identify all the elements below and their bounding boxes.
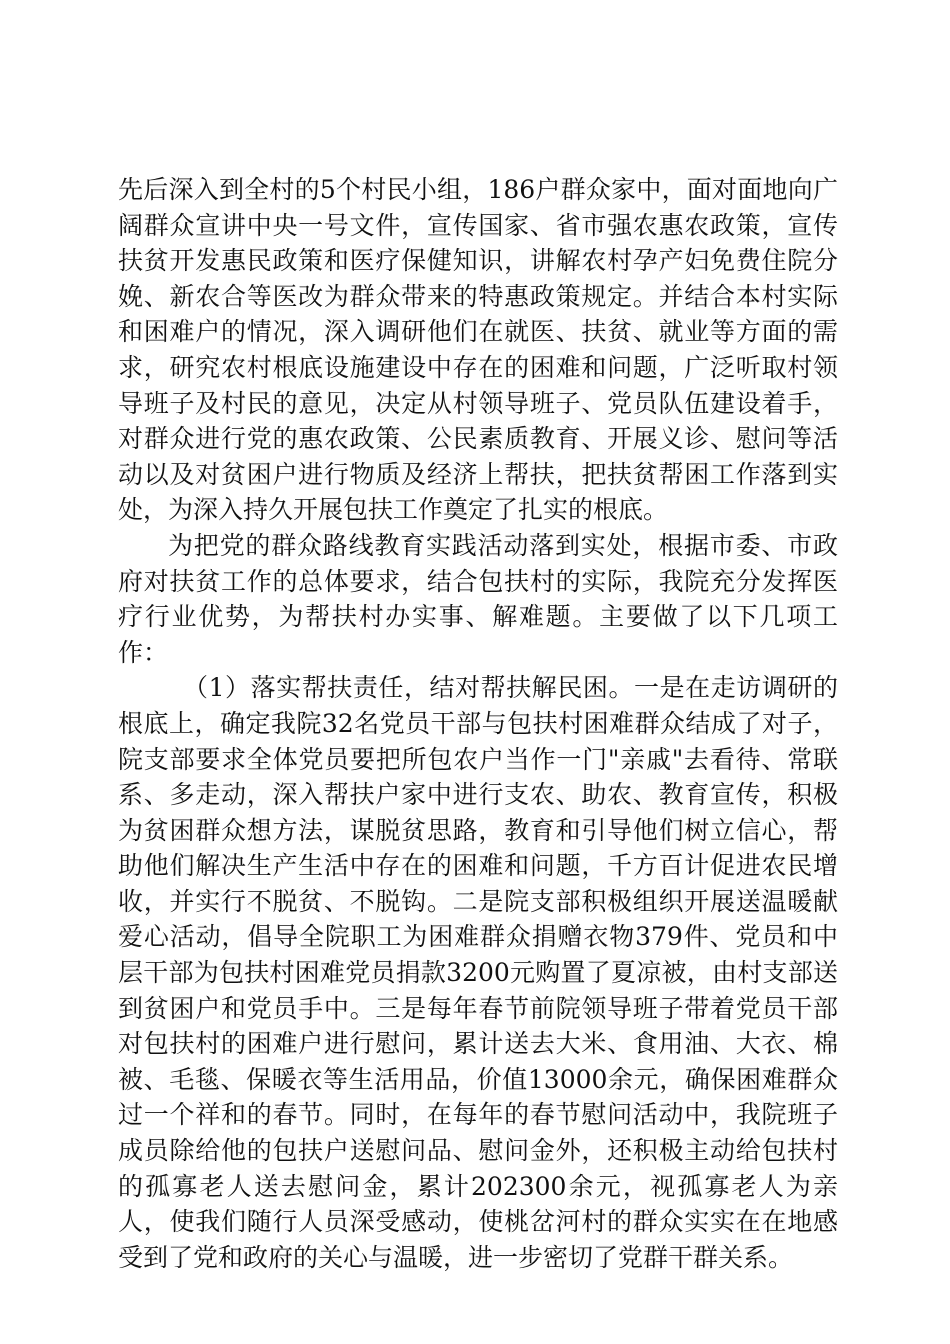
body-text — [118, 172, 838, 1275]
paragraph-section-1: （1）落实帮扶责任，结对帮扶解民困。一是在走访调研的根底上，确定我院32名党员干部与包扶村困难群众结成了对子，院支部要求全体党员要把所包农户当作一门"亲戚"去看待、常联系、多走动，深入帮扶户家中进行支农、助农、教育宣传，积极为贫困群众想方法，谋脱贫思路，教育和引导他们树立信心，帮助他们解决生产生活中存在的困难和问题，千方百计促进农民增收，并实行不脱贫、不脱钩。二是院支部积极组织开展送温暖献爱心活动，倡导全院职工为困难群众捐赠衣物379件、党员和中层干部为包扶村困难党员捐款3200元购置了夏凉被，由村支部送到贫困户和党员手中。三是每年春节前院领导班子带着党员干部对包扶村的困难户进行慰问，累计送去大米、食用油、大衣、棉被、毛毯、保暖衣等生活用品，价值13000余元，确保困难群众过一个祥和的春节。同时，在每年的春节慰问活动中，我院班子成员除给他的包扶户送慰问品、慰问金外，还积极主动给包扶村的孤寡老人送去慰问金，累计202300余元，视孤寡老人为亲人，使我们随行人员深受感动，使桃岔河村的群众实实在在地感受到了党和政府的关心与温暖，进一步密切了党群干群关系。 — [118, 673, 838, 1272]
paragraph-overview: 为把党的群众路线教育实践活动落到实处，根据市委、市政府对扶贫工作的总体要求，结合包扶村的实际，我院充分发挥医疗行业优势，为帮扶村办实事、解难题。主要做了以下几项工作： — [118, 530, 838, 667]
paragraph-continued: 先后深入到全村的5个村民小组，186户群众家中，面对面地向广阔群众宣讲中央一号文件，宣传国家、省市强农惠农政策，宣传扶贫开发惠民政策和医疗保健知识，讲解农村孕产妇免费住院分娩、新农合等医改为群众带来的特惠政策规定。并结合本村实际和困难户的情况，深入调研他们在就医、扶贫、就业等方面的需求，研究农村根底设施建设中存在的困难和问题，广泛听取村领导班子及村民的意见，决定从村领导班子、党员队伍建设着手，对群众进行党的惠农政策、公民素质教育、开展义诊、慰问等活动以及对贫困户进行物质及经济上帮扶，把扶贫帮困工作落到实处，为深入持久开展包扶工作奠定了扎实的根底。 — [118, 175, 838, 525]
